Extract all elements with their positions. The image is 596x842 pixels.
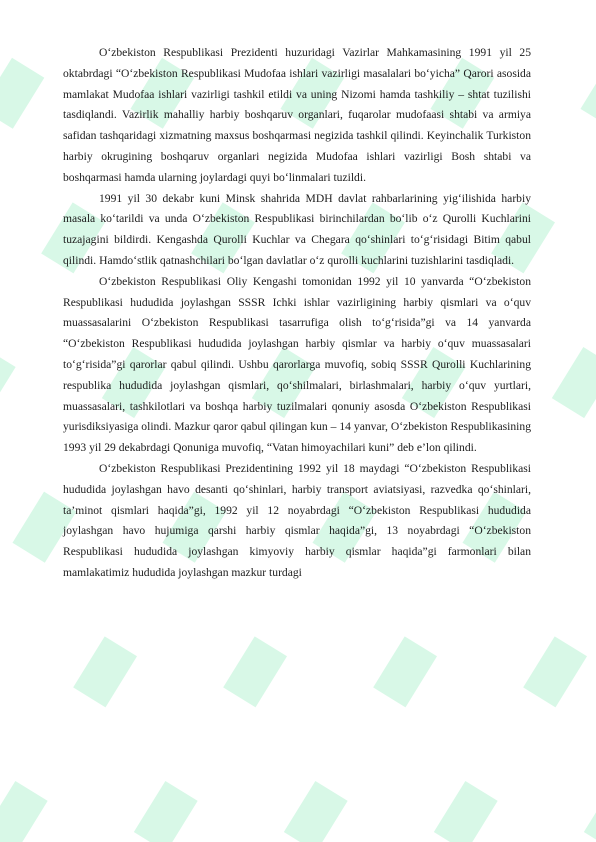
paragraph-1: O‘zbekiston Respublikasi Prezidenti huzuridagi Vazirlar Mahkamasining 1991 yil 25 oktabrdagi “O‘zbekiston Respublikasi Mudofaa ishlari vazirligi masalalari bo‘yicha” Qarori asosida mamlakat Mudofaa ishlari vazirligi tashkil etildi va uning Nizomi hamda tashkiliy – shtat tuzilishi tasdiqlandi. Vazirlik mahalliy harbiy boshqaruv organlari, fuqarolar mudofaasi shtabi va armiya safidan tashqaridagi xizmatning maxsus boshqarmasi negizida tashkil qilindi. Keyinchalik Turkiston harbiy okrugining boshqaruv organlari negizida Mudofaa ishlari vazirligi Bosh shtabi va boshqarmasi hamda ularning joylardagi quyi bo‘linmalari tuzildi. [63,46,531,184]
paragraph-2: 1991 yil 30 dekabr kuni Minsk shahrida MDH davlat rahbarlarining yig‘ilishida harbiy masala ko‘tarildi va unda O‘zbekiston Respublikasi birinchilardan bo‘lib o‘z Qurolli Kuchlarini tuzajagini bildirdi. Kengashda Qurolli Kuchlar va Chegara qo‘shinlari to‘g‘risidagi Bitim qabul qilindi. Hamdo‘stlik qatnashchilari bo‘lgan davlatlar o‘z qurolli kuchlarini tuzishlarini tasdiqladi. [63,191,531,267]
paragraph-4: O‘zbekiston Respublikasi Prezidentining 1992 yil 18 maydagi “O‘zbekiston Respublikasi hududida joylashgan havo desanti qo‘shinlari, harbiy transport aviatsiyasi, razvedka qo‘shinlari, ta’minot qismlari haqida”gi, 1992 yil 12 noyabrdagi “O‘zbekiston Respublikasi hududida joylashgan havo hujumiga qarshi harbiy qismlar haqida”gi, 13 noyabrdagi “O‘zbekiston Respublikasi hududida joylashgan kimyoviy harbiy qismlar haqida”gi farmonlari bilan mamlakatimiz hududida joylashgan mazkur turdagi [63,461,531,579]
document-body [63,43,531,584]
watermark-stripe [0,0,70,842]
paragraph-3: O‘zbekiston Respublikasi Oliy Kengashi tomonidan 1992 yil 10 yanvarda “O‘zbekiston Respublikasi hududida joylashgan SSSR Ichki ishlar vazirligining harbiy qismlari va o‘quv muassasalarini O‘zbekiston Respublikasi tasarrufiga olish to‘g‘risida”gi va 14 yanvarda “O‘zbekiston Respublikasi hududida joylashgan harbiy qismlar va harbiy o‘quv muassasalari to‘g‘risida”gi qarorlar qabul qilindi. Ushbu qarorlarga muvofiq, sobiq SSSR Qurolli Kuchlarining respublika hududida joylashgan qismlari, qo‘shilmalari, birlashmalari, harbiy o‘quv yurtlari, muassasalari, tashkilotlari va boshqa harbiy tuzilmalari qonuniy asosda O‘zbekiston Respublikasi yurisdiksiyasiga olindi. Mazkur qaror qabul qilingan kun – 14 yanvar, O‘zbekiston Respublikasining 1993 yil 29 dekabrdagi Qonuniga muvofiq, “Vatan himoyachilari kuni” deb e’lon qilindi. [63,274,531,455]
